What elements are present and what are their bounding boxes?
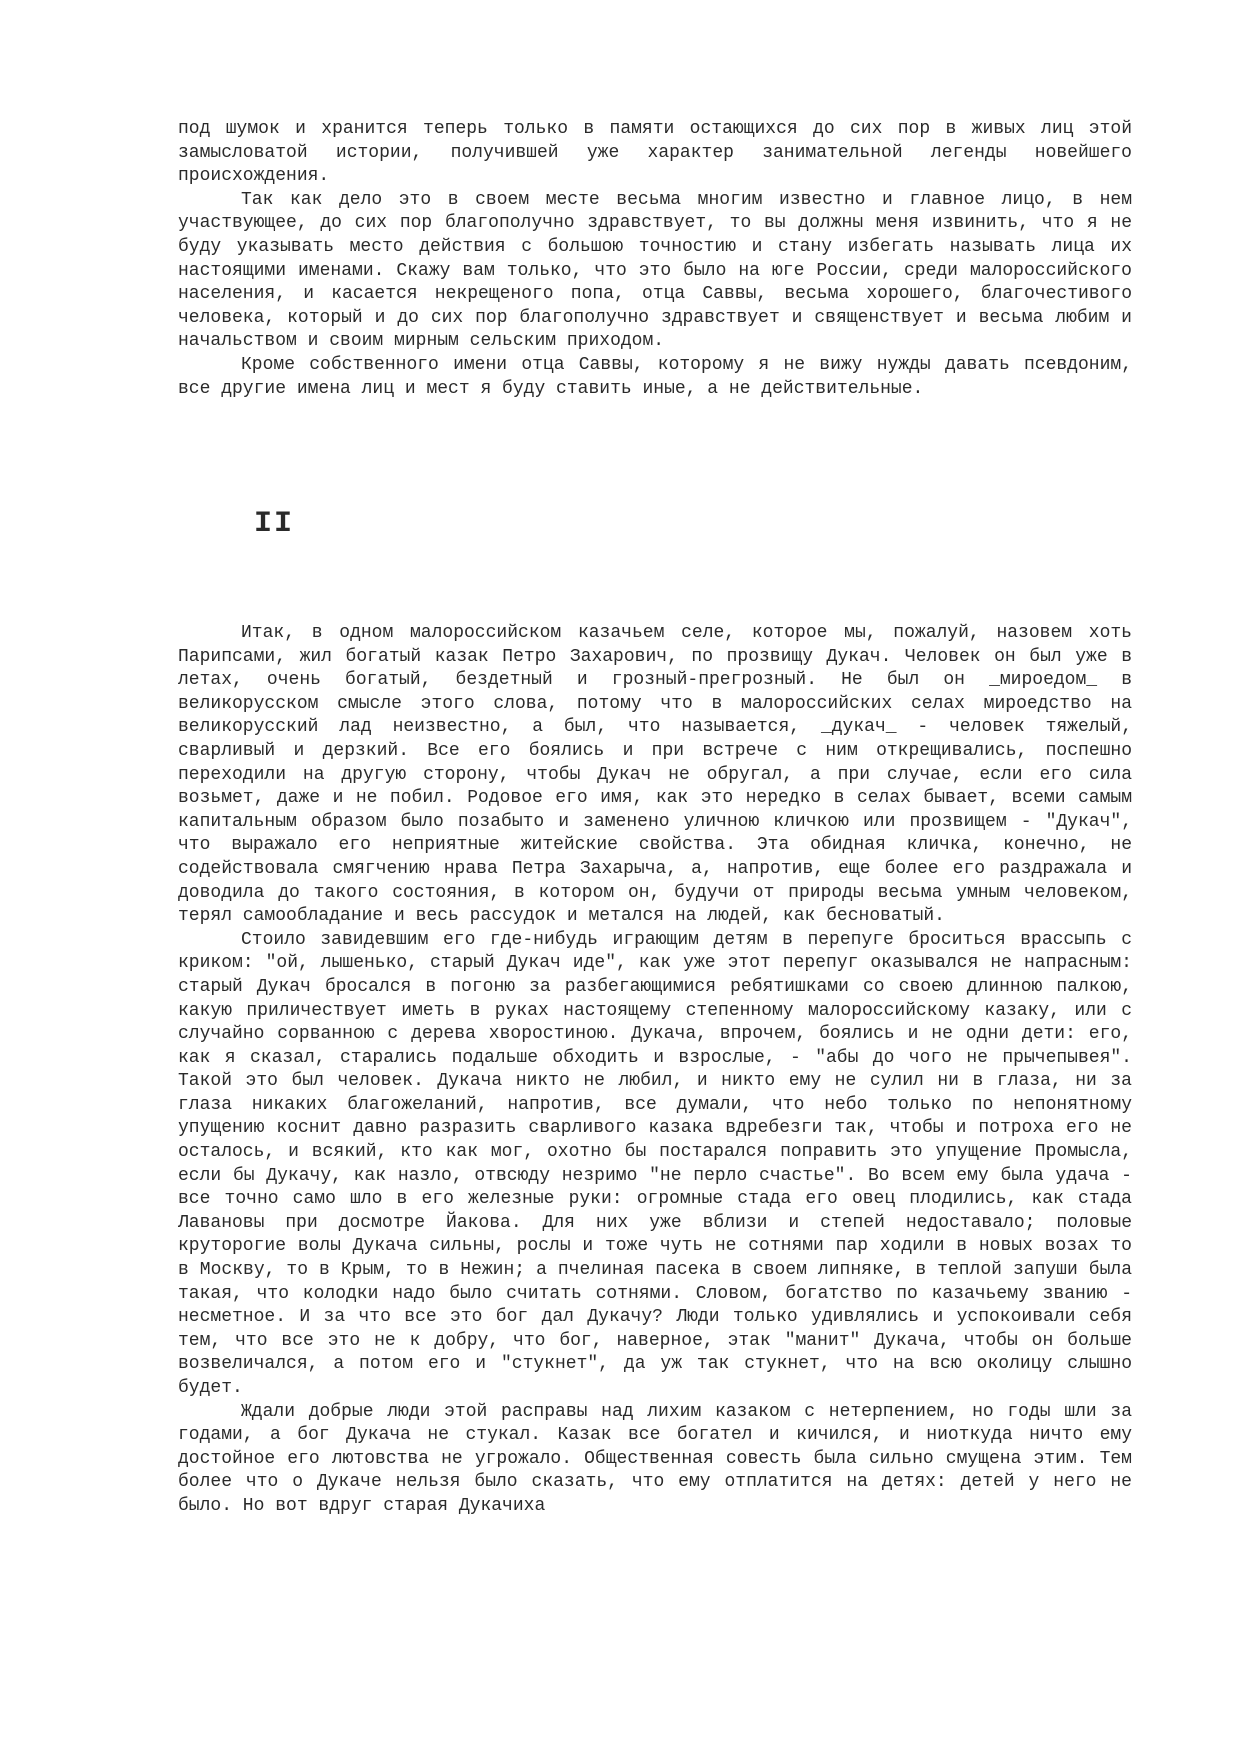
chapter-heading: II (254, 507, 295, 541)
chapter-paragraph: Стоило завидевшим его где-нибудь играющим детям в перепуге броситься врассыпь с криком: "ой, лышенько, старый Дукач иде", как уже этот перепуг оказывался не напрасным: старый Дукач бросался в погоню за разбегающимися ребятишками со своею длинною палкою, какую приличествует иметь в руках настоящему степенному малороссийскому казаку, или с случайно сорванною с дерева хворостиною. Дукача, впрочем, боялись и не одни дети: его, как я сказал, старались подальше обходить и взрослые, - "абы до чого не прычепывея". Такой это был человек. Дукача никто не любил, и никто ему не сулил ни в глаза, ни за глаза никаких благожеланий, напротив, все думали, что небо только по непонятному упущению коснит давно разразить сварливого казака вдребезги так, чтобы и потроха его не осталось, и всякий, кто как мог, охотно бы постарался поправить это упущение Промысла, если бы Дукачу, как назло, отвсюду незримо "не перло счастье". Во всем ему была удача - все точно само шло в его железные руки: огромные стада его овец плодились, как стада Лавановы при досмотре Йакова. Для них уже вблизи и степей недоставало; половые круторогие волы Дукача сильны, рослы и тоже чуть не сотнями пар ходили в новых возах то в Москву, то в Крым, то в Нежин; а пчелиная пасека в своем липняке, в теплой запуши была такая, что колодки надо было считать сотнями. Словом, богатство по казачьему званию - несметное. И за что все это бог дал Дукачу? Люди только удивлялись и успокоивали себя тем, что все это не к добру, что бог, наверное, этак "манит" Дукача, чтобы он больше возвеличался, а потом его и "стукнет", да уж так стукнет, что на всю околицу слышно будет. (178, 929, 1132, 1398)
intro-paragraph: Кроме собственного имени отца Саввы, которому я не вижу нужды давать псевдоним, все другие имена лиц и мест я буду ставить иные, а не действительные. (178, 354, 1132, 399)
chapter-paragraph: Итак, в одном малороссийском казачьем селе, которое мы, пожалуй, назовем хоть Парипсами, жил богатый казак Петро Захарович, по прозвищу Дукач. Человек он был уже в летах, очень богатый, бездетный и грозный-прегрозный. Не был он _мироедом_ в великорусском смысле этого слова, потому что в малороссийских селах мироедство на великорусский лад неизвестно, а был, что называется, _дукач_ - человек тяжелый, сварливый и дерзкий. Все его боялись и при встрече с ним открещивались, поспешно переходили на другую сторону, чтобы Дукач не обругал, а при случае, если его сила возьмет, даже и не побил. Родовое его имя, как это нередко в селах бывает, всеми самым капитальным образом было позабыто и заменено уличною кличкою или прозвищем - "Дукач", что выражало его неприятные житейские свойства. Эта обидная кличка, конечно, не содействовала смягчению нрава Петра Захарыча, а, напротив, еще более его раздражала и доводила до такого состояния, в котором он, будучи от природы весьма умным человеком, терял самообладание и весь рассудок и метался на людей, как бесноватый. (178, 623, 1132, 927)
intro-text-block (178, 118, 1132, 401)
intro-paragraph-continued: под шумок и хранится теперь только в памяти остающихся до сих пор в живых лиц этой замысловатой истории, получившей уже характер занимательной легенды новейшего происхождения. (178, 119, 1132, 187)
intro-paragraph: Так как дело это в своем месте весьма многим известно и главное лицо, в нем участвующее, до сих пор благополучно здравствует, то вы должны меня извинить, что я не буду указывать место действия с большою точностию и стану избегать называть лица их настоящими именами. Скажу вам только, что это было на юге России, среди малороссийского населения, и касается некрещеного попа, отца Саввы, весьма хорошего, благочестивого человека, который и до сих пор благополучно здравствует и священствует и весьма любим и начальством и своим мирным сельским приходом. (178, 189, 1132, 352)
chapter-text-block (178, 622, 1132, 1519)
chapter-paragraph: Ждали добрые люди этой расправы над лихим казаком с нетерпением, но годы шли за годами, а бог Дукача не стукал. Казак все богател и кичился, и ниоткуда ничто ему достойное его лютовства не угрожало. Общественная совесть была сильно смущена этим. Тем более что о Дукаче нельзя было сказать, что ему отплатится на детях: детей у него не было. Но вот вдруг старая Дукачиха (178, 1401, 1132, 1516)
